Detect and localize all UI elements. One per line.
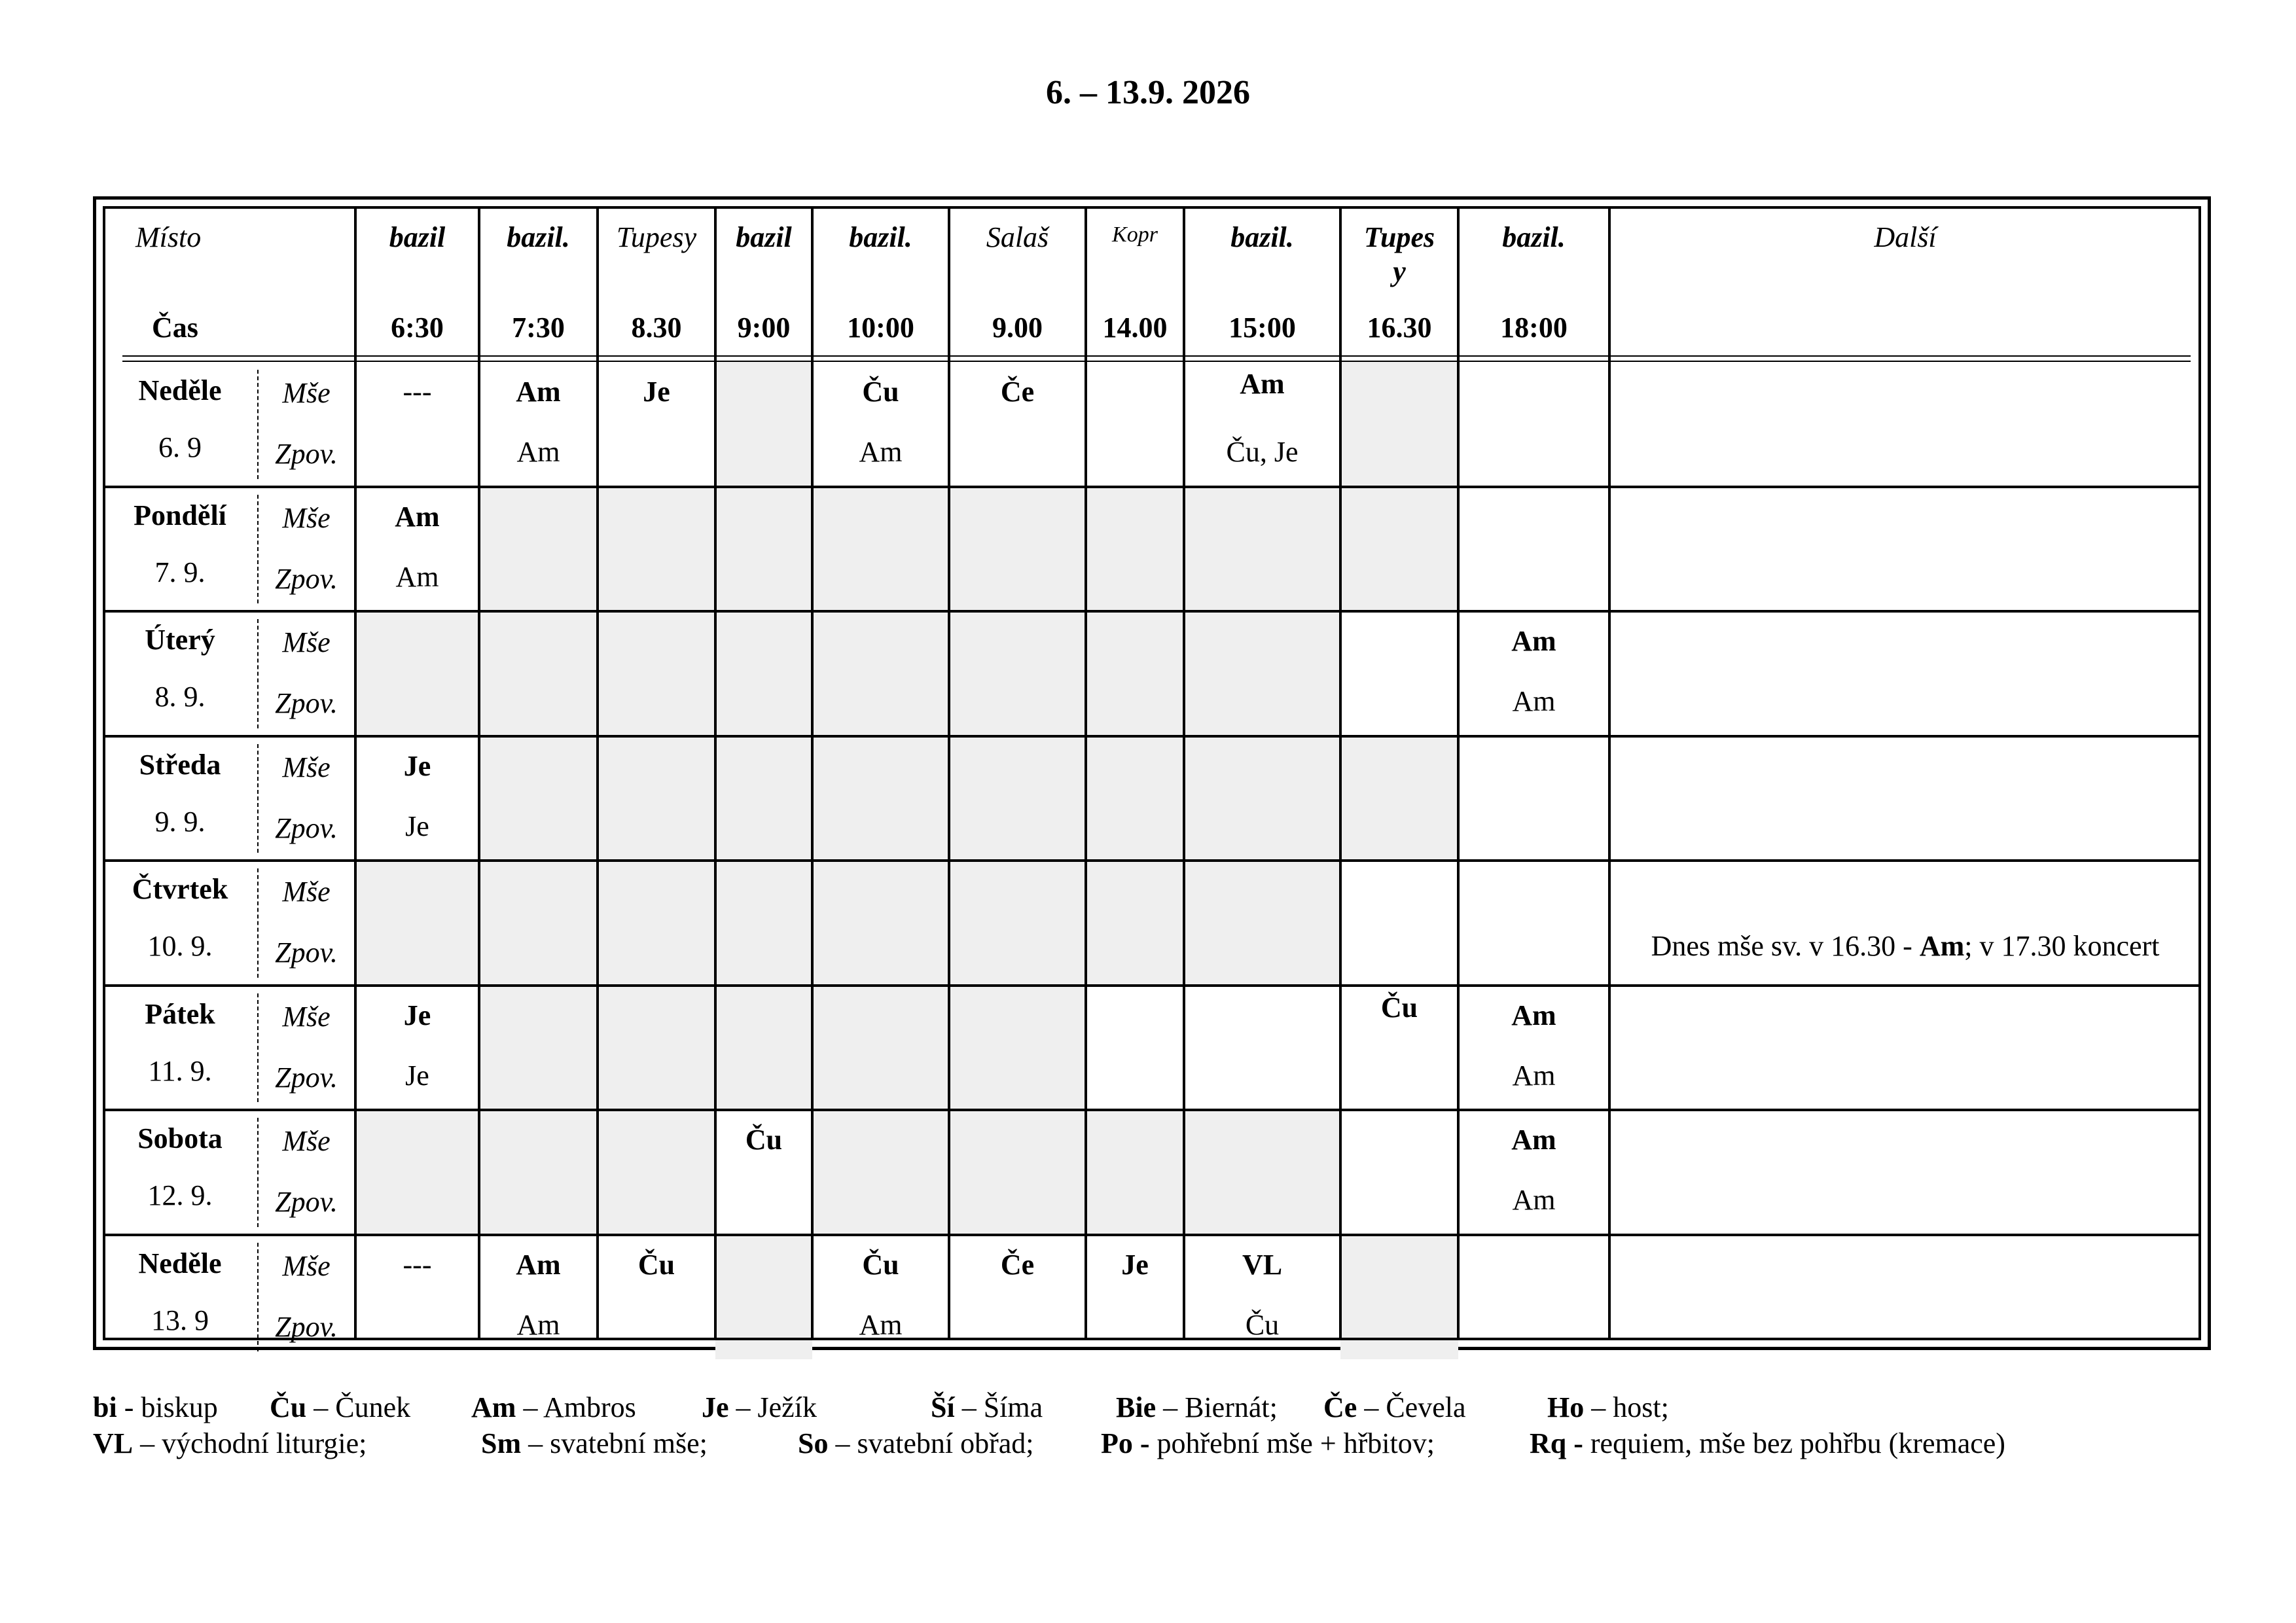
header-time: 14.00 [1102, 312, 1168, 344]
legend-separator: – [133, 1427, 162, 1459]
legend-meaning: svatební obřad; [857, 1427, 1034, 1459]
row-label-mse: Mše [282, 876, 331, 908]
header-place: bazil [389, 221, 446, 253]
legend-entry [798, 1427, 1034, 1460]
row-label-zpov: Zpov. [275, 687, 338, 719]
day-name: Neděle [138, 1247, 222, 1279]
legend-separator [1150, 1427, 1157, 1459]
legend-separator: – [521, 1427, 550, 1459]
day-name: Pátek [145, 997, 215, 1030]
legend-abbr: Bie [1116, 1391, 1157, 1423]
day-name: Čtvrtek [132, 873, 228, 905]
day-name: Pondělí [134, 499, 226, 531]
legend-separator: – [1357, 1391, 1386, 1423]
legend-separator: – [1156, 1391, 1185, 1423]
legend-meaning: Čevela [1386, 1391, 1466, 1423]
mass-cell: Am [1511, 625, 1556, 657]
legend-entry [270, 1391, 410, 1424]
confession-cell: Am [516, 1308, 560, 1341]
legend-separator: – [1584, 1391, 1613, 1423]
legend-abbr: Je [702, 1391, 729, 1423]
confession-cell: Am [516, 436, 560, 468]
legend-meaning: biskup [141, 1391, 218, 1423]
confession-cell: Ču [1245, 1308, 1280, 1341]
legend-abbr: bi [93, 1391, 117, 1423]
header-time: 16.30 [1367, 312, 1432, 344]
header-place: bazil. [849, 221, 912, 253]
legend-separator: – [828, 1427, 857, 1459]
day-date: 10. 9. [147, 930, 213, 962]
mass-cell: --- [403, 376, 432, 408]
legend-entry [93, 1391, 218, 1424]
header-time: 6:30 [391, 312, 444, 344]
row-label-mse: Mše [282, 501, 331, 534]
confession-cell: Am [859, 1308, 903, 1341]
header-place: bazil. [1230, 221, 1294, 253]
legend-meaning: Šíma [983, 1391, 1043, 1423]
legend-entry [481, 1427, 708, 1460]
mass-cell: --- [403, 1248, 432, 1281]
day-date: 12. 9. [147, 1179, 213, 1211]
legend-entry [702, 1391, 817, 1424]
legend-entry [471, 1391, 636, 1424]
row-label-zpov: Zpov. [275, 562, 338, 595]
header-place-label: Místo [135, 221, 202, 253]
mass-cell: Ču [1380, 991, 1418, 1024]
schedule-table [103, 206, 2201, 1343]
day-date: 6. 9 [158, 431, 202, 463]
legend-abbr: Če [1323, 1391, 1357, 1423]
header-time: 10:00 [847, 312, 914, 344]
legend-abbr: Sm [481, 1427, 522, 1459]
confession-cell: Je [405, 810, 429, 842]
day-date: 7. 9. [154, 556, 206, 588]
mass-cell: Am [1511, 999, 1556, 1031]
legend-abbr: Ho [1547, 1391, 1585, 1423]
mass-cell: Am [395, 500, 440, 533]
day-date: 8. 9. [154, 681, 206, 713]
header-time: 15:00 [1229, 312, 1296, 344]
legend-meaning: východní liturgie; [162, 1427, 367, 1459]
legend-entry [1101, 1427, 1435, 1460]
legend-entry [1530, 1427, 2005, 1460]
table-inner-border [103, 206, 2201, 1340]
mass-cell: Ču [745, 1124, 783, 1156]
confession-cell: Am [859, 436, 903, 468]
legend-separator: – [306, 1391, 336, 1423]
day-name: Sobota [137, 1122, 223, 1154]
mass-cell: Am [1511, 1124, 1556, 1156]
legend-abbr: Am [471, 1391, 516, 1423]
header-time: 9:00 [737, 312, 791, 344]
legend-meaning: Ježík [757, 1391, 817, 1423]
row-label-mse: Mše [282, 751, 331, 783]
mass-cell: Če [1000, 376, 1035, 408]
legend-abbr: Rq - [1530, 1427, 1583, 1459]
header-time: 7:30 [512, 312, 565, 344]
legend-entry [931, 1391, 1043, 1424]
legend-meaning: requiem, mše bez pohřbu (kremace) [1590, 1427, 2005, 1459]
legend-meaning: host; [1613, 1391, 1669, 1423]
confession-cell: Ču, Je [1226, 436, 1299, 468]
legend-abbr: VL [93, 1427, 134, 1459]
legend-entry [1116, 1391, 1278, 1424]
confession-cell: Am [395, 560, 439, 593]
legend-abbr: Ču [270, 1391, 307, 1423]
confession-cell: Am [1512, 1184, 1556, 1216]
page-title: 6. – 13.9. 2026 [1046, 74, 1250, 111]
confession-cell: Je [405, 1059, 429, 1092]
legend-meaning: pohřební mše + hřbitov; [1157, 1427, 1435, 1459]
header-time: 18:00 [1500, 312, 1568, 344]
mass-cell: Am [516, 1248, 561, 1281]
mass-cell: Am [1240, 368, 1285, 400]
day-name: Úterý [145, 624, 215, 656]
legend-meaning: svatební mše; [550, 1427, 708, 1459]
row-label-zpov: Zpov. [275, 1310, 338, 1343]
mass-cell: Je [403, 749, 431, 782]
row-label-mse: Mše [282, 626, 331, 658]
header-place: bazil [736, 221, 792, 253]
note-priest: Am [1919, 930, 1965, 962]
day-date: 13. 9 [151, 1304, 209, 1336]
legend-entry [1323, 1391, 1465, 1424]
row-label-zpov: Zpov. [275, 1061, 338, 1094]
legend-abbr: So [798, 1427, 829, 1459]
header-time: 9.00 [992, 312, 1043, 344]
header-time: 8.30 [631, 312, 682, 344]
mass-cell: Am [516, 376, 561, 408]
legend-separator: – [954, 1391, 984, 1423]
confession-cell: Am [1512, 685, 1556, 717]
day-date: 11. 9. [148, 1054, 212, 1087]
header-time-label: Čas [152, 312, 198, 344]
row-label-mse: Mše [282, 1000, 331, 1033]
legend-abbr: Po - [1101, 1427, 1150, 1459]
day-date: 9. 9. [154, 805, 206, 838]
header-place: Salaš [986, 221, 1049, 253]
confession-cell: Am [1512, 1059, 1556, 1092]
row-label-zpov: Zpov. [275, 812, 338, 844]
header-place: bazil. [1502, 221, 1566, 253]
row-label-zpov: Zpov. [275, 936, 338, 969]
legend-separator [1583, 1427, 1590, 1459]
mass-cell: Ču [862, 376, 899, 408]
row-label-zpov: Zpov. [275, 1186, 338, 1218]
day-name: Neděle [138, 374, 222, 406]
legend-meaning: Ambros [543, 1391, 636, 1423]
mass-cell: Ču [862, 1248, 899, 1281]
mass-cell: VL [1242, 1248, 1283, 1281]
header-place: Další [1874, 221, 1937, 253]
legend-separator: – [516, 1391, 544, 1423]
mass-cell: Je [643, 376, 670, 408]
mass-cell: Ču [637, 1248, 675, 1281]
mass-cell: Je [1121, 1248, 1149, 1281]
legend-meaning: Čunek [335, 1391, 411, 1423]
row-label-zpov: Zpov. [275, 438, 338, 470]
legend-meaning: Biernát; [1185, 1391, 1278, 1423]
row-label-mse: Mše [282, 377, 331, 409]
legend-entry [93, 1427, 367, 1460]
row-label-mse: Mše [282, 1249, 331, 1282]
header-place: Tupes y [1363, 221, 1435, 287]
mass-cell: Če [1000, 1248, 1035, 1281]
legend-separator: - [117, 1391, 141, 1423]
note-text: ; v 17.30 koncert [1964, 930, 2160, 962]
row-label-mse: Mše [282, 1125, 331, 1157]
header-place: bazil. [507, 221, 570, 253]
legend-separator: – [728, 1391, 758, 1423]
header-place: Tupesy [616, 221, 697, 253]
mass-cell: Je [403, 999, 431, 1031]
legend-abbr: Ší [931, 1391, 955, 1423]
note-text: Dnes mše sv. v 16.30 - [1651, 930, 1920, 962]
header-place: Kopr [1112, 223, 1158, 247]
legend-entry [1547, 1391, 1669, 1424]
day-name: Středa [139, 748, 221, 781]
